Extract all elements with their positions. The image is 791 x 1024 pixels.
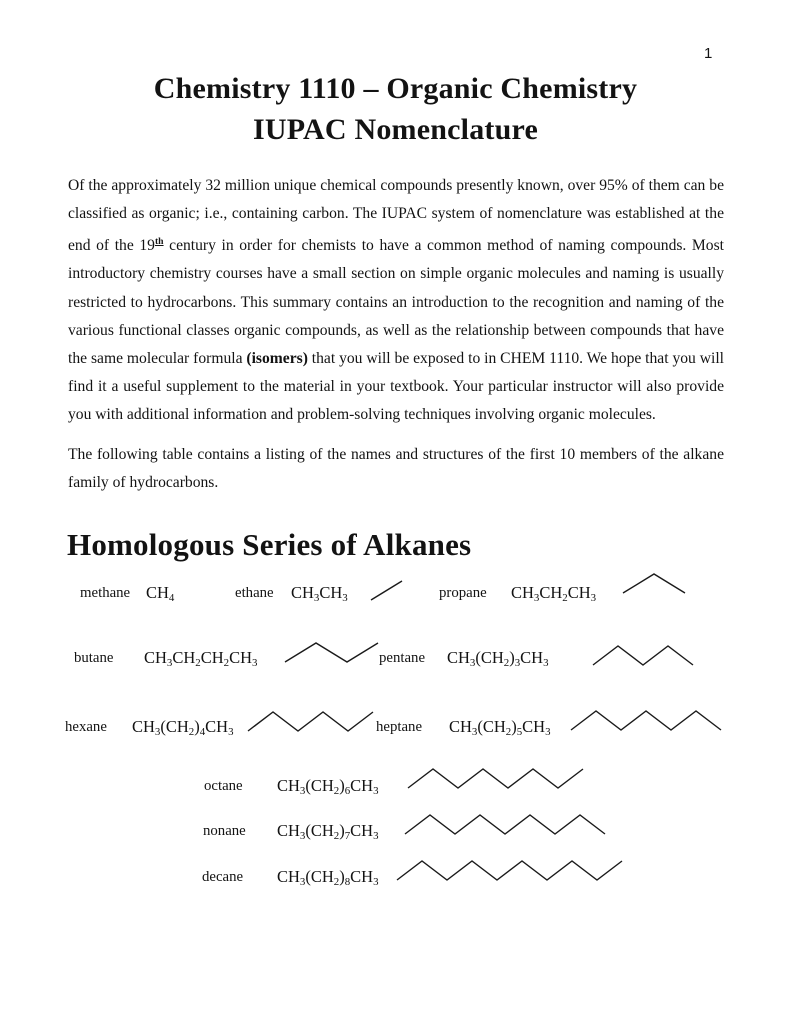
alkane-formula-methane: $CH_4$ [146,583,175,605]
alkane-structure-decane [396,857,623,884]
alkane-structure-hexane [247,708,374,735]
alkane-formula-nonane: $CH_3(CH_2)_7CH_3$ [277,821,379,843]
alkane-name-pentane: pentane [379,650,426,666]
alkane-formula-ethane: $CH_3CH_3$ [291,583,348,605]
alkane-formula-heptane: $CH_3(CH_2)_5CH_3$ [449,717,551,739]
title-line-1: Chemistry 1110 – Organic Chemistry [153,72,638,105]
alkane-name-hexane: hexane [65,719,107,735]
intro-paragraph: Of the approximately 32 million unique chemical compounds presently known, over 95% of them can be classified as organic; i.e., containing carbon. The IUPAC system of nomenclature was established at the end of the 19th century in order for chemists to have a common method of naming compounds. Most introductory chemistry courses have a small section on simple organic molecules and naming is usually restricted to hydrocarbons. This summary contains an introduction to the recognition and naming of the various functional classes organic compounds, as well as the relationship between compounds that have the same molecular formula (isomers) that you will be exposed to in CHEM 1110. We hope that you will find it a useful supplement to the material in your textbook. Your particular instructor will also provide you with additional information and problem-solving techniques involving organic molecules. [68,176,725,424]
alkane-formula-octane: $CH_3(CH_2)_6CH_3$ [277,776,379,798]
alkane-name-methane: methane [80,585,131,601]
alkane-structure-ethane [370,577,403,604]
alkane-name-nonane: nonane [203,823,246,839]
title-line-2: IUPAC Nomenclature [253,113,538,146]
alkane-name-heptane: heptane [376,719,423,735]
alkane-name-propane: propane [439,585,487,601]
alkane-name-ethane: ethane [235,585,274,601]
alkane-structure-pentane [592,642,694,669]
alkane-structure-octane [407,765,584,792]
table-note-paragraph: The following table contains a listing of the names and structures of the first 10 members of the alkane family of hydrocarbons. [68,445,724,491]
document-title [0,68,791,150]
alkane-name-butane: butane [74,650,114,666]
alkane-structure-heptane [570,707,722,734]
alkane-structure-nonane [404,811,606,838]
alkane-structure-butane [284,639,379,666]
alkane-formula-pentane: $CH_3(CH_2)_3CH_3$ [447,648,549,670]
alkane-name-octane: octane [204,778,243,794]
alkane-formula-decane: $CH_3(CH_2)_8CH_3$ [277,867,379,889]
alkane-name-decane: decane [202,869,244,885]
alkane-formula-propane: $CH_3CH_2CH_3$ [511,583,597,605]
alkane-structure-propane [622,570,686,597]
page-number: 1 [704,45,713,62]
alkane-formula-hexane: $CH_3(CH_2)_4CH_3$ [132,717,234,739]
alkane-formula-butane: $CH_3CH_2CH_2CH_3$ [144,648,258,670]
section-heading: Homologous Series of Alkanes [67,526,472,562]
